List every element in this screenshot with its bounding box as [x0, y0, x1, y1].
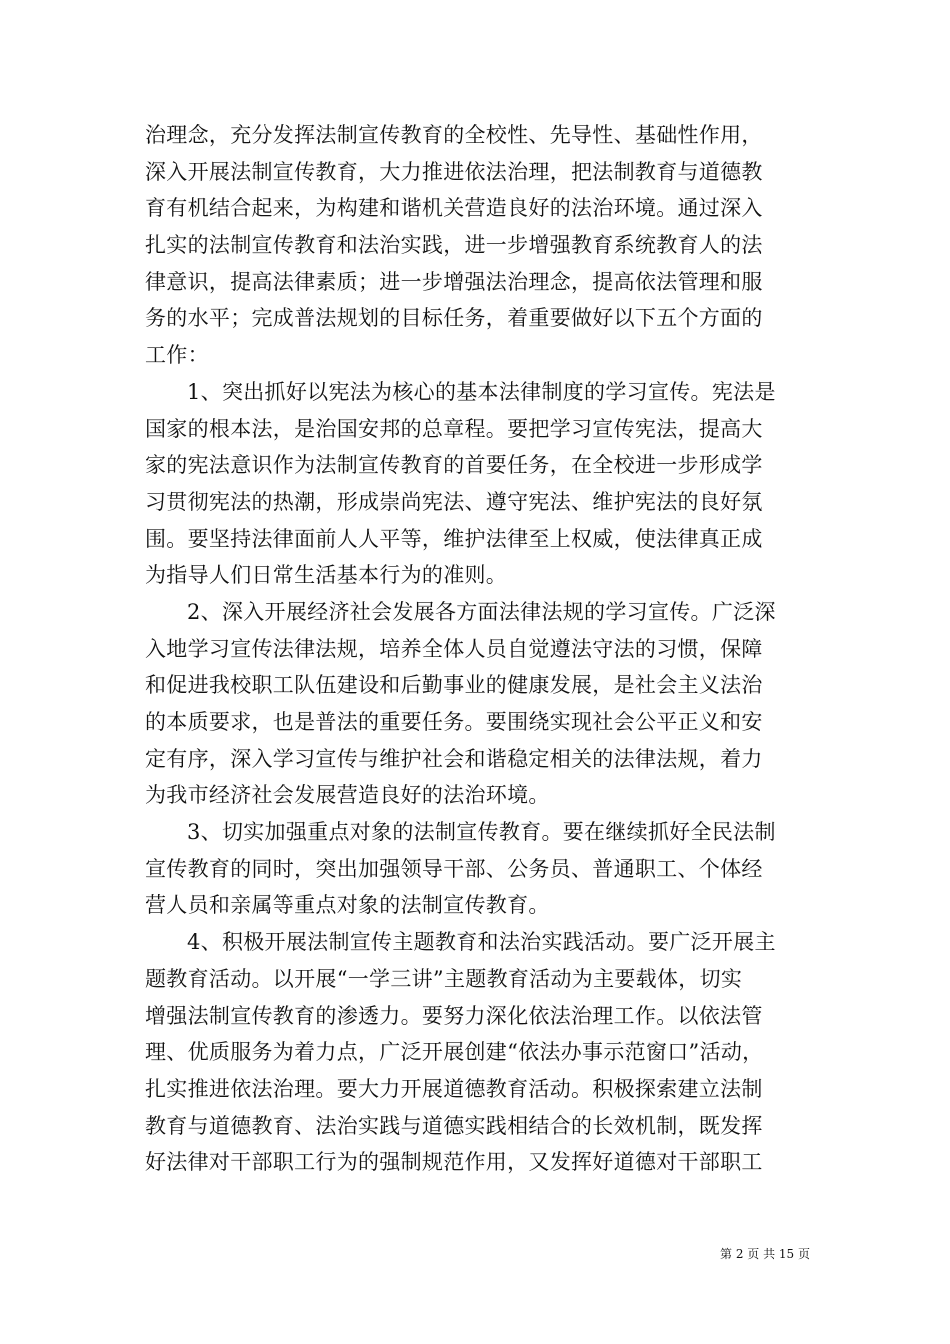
- text-line: 家的宪法意识作为法制宣传教育的首要任务，在全校进一步形成学: [145, 453, 763, 478]
- text-line: 理、优质服务为着力点，广泛开展创建“依法办事示范窗口”活动，: [145, 1040, 764, 1065]
- text-line: 国家的根本法，是治国安邦的总章程。要把学习宣传宪法，提高大: [145, 416, 763, 441]
- page-number-footer: 第 2 页 共 15 页: [720, 1247, 810, 1261]
- text-line: 好法律对干部职工行为的强制规范作用，又发挥好道德对干部职工: [145, 1150, 763, 1175]
- text-line: 工作：: [145, 343, 209, 368]
- text-line: 宣传教育的同时，突出加强领导干部、公务员、普通职工、个体经: [145, 856, 763, 881]
- text-line: 习贯彻宪法的热潮，形成崇尚宪法、遵守宪法、维护宪法的良好氛: [145, 489, 763, 514]
- text-line: 题教育活动。以开展“一学三讲”主题教育活动为主要载体，切实: [145, 966, 743, 991]
- text-line: 律意识，提高法律素质；进一步增强法治理念，提高依法管理和服: [145, 269, 763, 294]
- text-line: 入地学习宣传法律法规，培养全体人员自觉遵法守法的习惯，保障: [145, 636, 763, 661]
- text-line: 扎实推进依法治理。要大力开展道德教育活动。积极探索建立法制: [145, 1076, 763, 1101]
- text-line: 围。要坚持法律面前人人平等，维护法律至上权威，使法律真正成: [145, 526, 763, 551]
- document-body: [145, 117, 809, 1181]
- text-line: 为我市经济社会发展营造良好的法治环境。: [145, 783, 550, 808]
- text-line: 教育与道德教育、法治实践与道德实践相结合的长效机制，既发挥: [145, 1113, 763, 1138]
- text-line: 为指导人们日常生活基本行为的准则。: [145, 563, 508, 588]
- text-line: 务的水平；完成普法规划的目标任务，着重要做好以下五个方面的: [145, 306, 763, 331]
- text-line: 扎实的法制宣传教育和法治实践，进一步增强教育系统教育人的法: [145, 233, 763, 258]
- text-line: 深入开展法制宣传教育，大力推进依法治理，把法制教育与道德教: [145, 159, 763, 184]
- paragraph-1-start: 1、突出抓好以宪法为核心的基本法律制度的学习宣传。宪法是: [187, 379, 776, 404]
- paragraph-4-start: 4、积极开展法制宣传主题教育和法治实践活动。要广泛开展主: [187, 930, 776, 955]
- text-line: 定有序，深入学习宣传与维护社会和谐稳定相关的法律法规，着力: [145, 746, 763, 771]
- text-line: 营人员和亲属等重点对象的法制宣传教育。: [145, 893, 550, 918]
- text-line: 增强法制宣传教育的渗透力。要努力深化依法治理工作。以依法管: [145, 1003, 763, 1028]
- text-line: 和促进我校职工队伍建设和后勤事业的健康发展，是社会主义法治: [145, 673, 763, 698]
- text-line: 的本质要求，也是普法的重要任务。要围绕实现社会公平正义和安: [145, 710, 763, 734]
- paragraph-2-start: 2、深入开展经济社会发展各方面法律法规的学习宣传。广泛深: [187, 599, 776, 624]
- text-line: 治理念，充分发挥法制宣传教育的全校性、先导性、基础性作用，: [145, 123, 763, 147]
- text-line: 育有机结合起来，为构建和谐机关营造良好的法治环境。通过深入: [145, 196, 763, 221]
- paragraph-3-start: 3、切实加强重点对象的法制宣传教育。要在继续抓好全民法制: [187, 820, 776, 845]
